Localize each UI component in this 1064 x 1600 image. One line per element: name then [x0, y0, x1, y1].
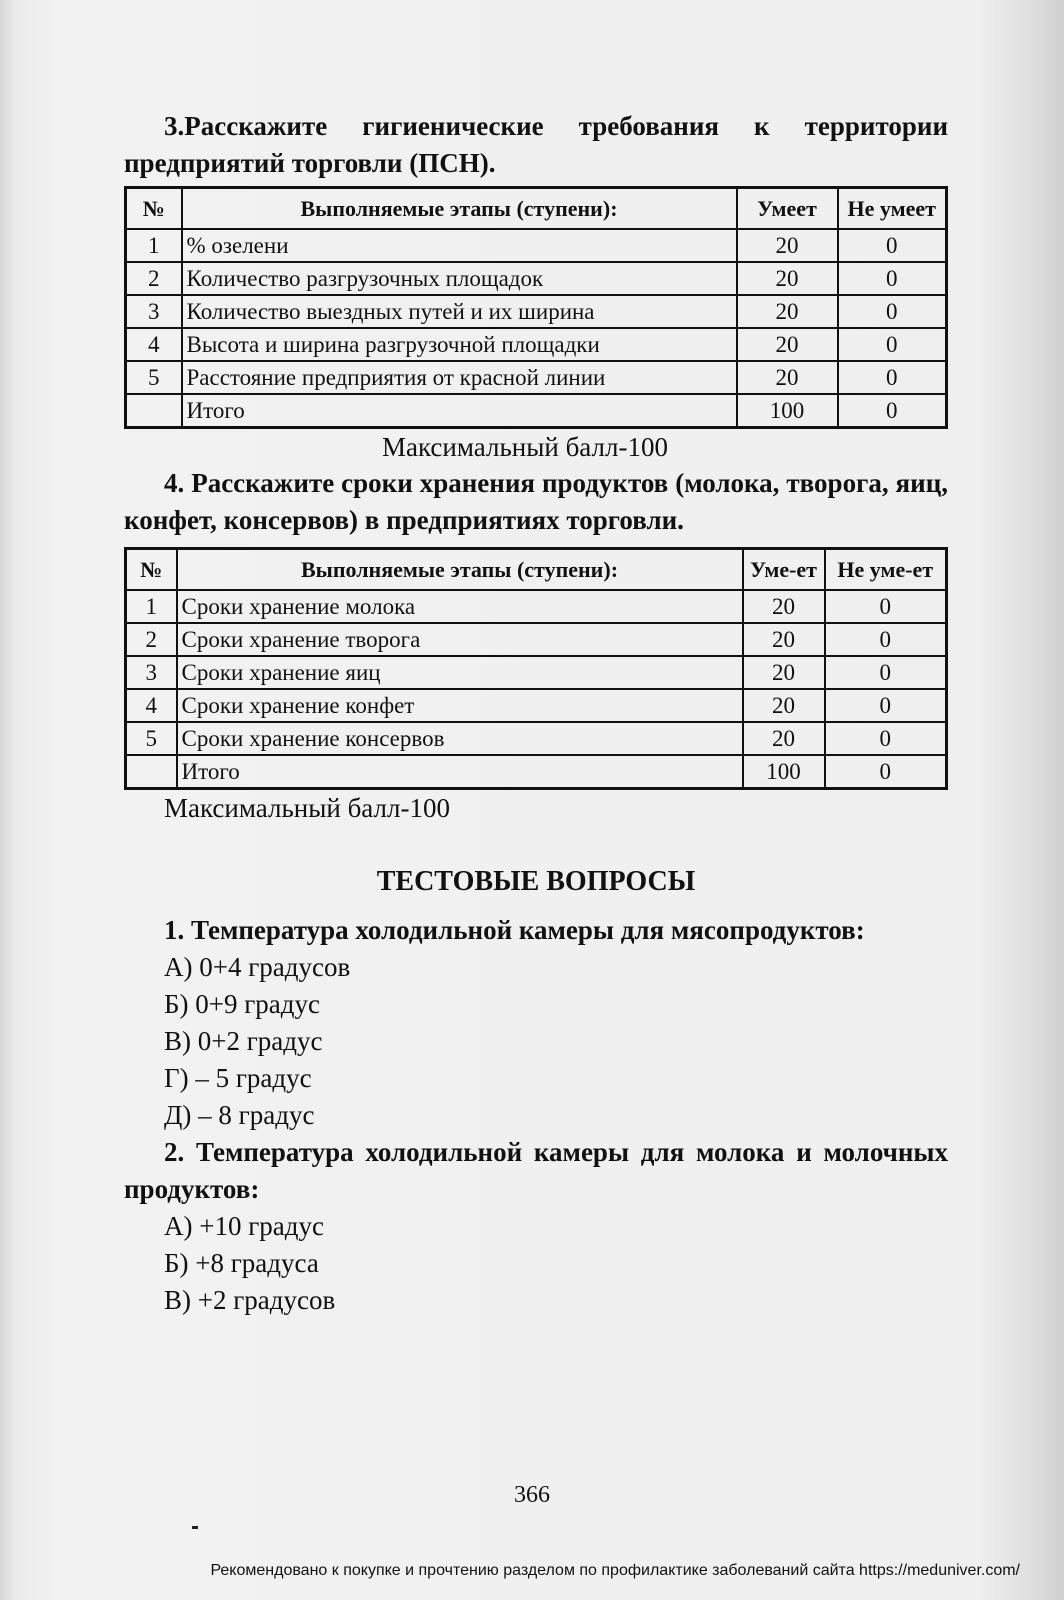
row-can: 20 [743, 623, 825, 656]
table-total-row [126, 755, 947, 789]
row-can: 100 [743, 755, 825, 789]
table-total-row [126, 394, 947, 428]
table-row [126, 722, 947, 755]
row-step: Сроки хранение молока [177, 590, 743, 623]
row-step: Количество разгрузочных площадок [182, 262, 737, 295]
row-can: 20 [737, 295, 838, 328]
row-can: 20 [737, 229, 838, 262]
row-can: 20 [737, 262, 838, 295]
row-can: 100 [737, 394, 838, 428]
table-row [126, 689, 947, 722]
row-number: 1 [126, 229, 182, 262]
row-can: 20 [743, 689, 825, 722]
row-step: Количество выездных путей и их ширина [182, 295, 737, 328]
row-can: 20 [743, 722, 825, 755]
answer-option: А) +10 градус [164, 1211, 324, 1241]
row-step: Сроки хранение творога [177, 623, 743, 656]
row-can: 20 [737, 361, 838, 394]
header-can: Умеет [737, 188, 838, 230]
table-row [126, 623, 947, 656]
row-cannot: 0 [838, 295, 947, 328]
answer-option: Б) 0+9 градус [164, 989, 321, 1019]
row-step: Высота и ширина разгрузочной площадки [182, 328, 737, 361]
header-cannot: Не умеет [838, 188, 947, 230]
ink-mark [192, 1526, 198, 1529]
row-cannot: 0 [825, 755, 947, 789]
q4-table [124, 547, 948, 790]
row-step: Итого [182, 394, 737, 428]
q3-max-score: Максимальный балл-100 [382, 432, 668, 462]
tests-section-title: ТЕСТОВЫЕ ВОПРОСЫ [376, 866, 696, 897]
row-step: % озелени [182, 229, 737, 262]
test-question-2: 2. Температура холодильной камеры для молока и молочных продуктов: [124, 1137, 948, 1204]
table-row [126, 229, 947, 262]
table-row [126, 590, 947, 623]
question-3-heading: 3.Расскажите гигиенические требования к территории предприятий торговли (ПСН). [124, 111, 948, 178]
row-step: Итого [177, 755, 743, 789]
row-number: 1 [126, 590, 177, 623]
row-cannot: 0 [825, 689, 947, 722]
row-cannot: 0 [838, 229, 947, 262]
row-cannot: 0 [825, 590, 947, 623]
row-number: 2 [126, 262, 182, 295]
test-question-1: 1. Температура холодильной камеры для мясопродуктов: [164, 915, 865, 945]
answer-option: Д) – 8 градус [164, 1100, 315, 1130]
table-row [126, 656, 947, 689]
question-4-heading: 4. Расскажите сроки хранения продуктов (молока, творога, яиц, конфет, консервов) в предприятиях торговли. [124, 468, 948, 535]
answer-option: Б) +8 градуса [164, 1248, 319, 1278]
row-cannot: 0 [825, 722, 947, 755]
row-number: 4 [126, 689, 177, 722]
header-number: № [126, 188, 182, 230]
answer-option: А) 0+4 градусов [164, 952, 351, 982]
row-number: 5 [126, 722, 177, 755]
header-steps: Выполняемые этапы (ступени): [177, 549, 743, 591]
row-cannot: 0 [838, 328, 947, 361]
row-step: Сроки хранение консервов [177, 722, 743, 755]
row-cannot: 0 [838, 262, 947, 295]
footer-note: Рекомендовано к покупке и прочтению разделом по профилактике заболеваний сайта https://meduniver.com/ [210, 1562, 1020, 1579]
row-number [126, 394, 182, 428]
row-can: 20 [743, 656, 825, 689]
header-number: № [126, 549, 177, 591]
q4-max-score: Максимальный балл-100 [164, 793, 450, 823]
row-number: 2 [126, 623, 177, 656]
row-can: 20 [743, 590, 825, 623]
row-cannot: 0 [825, 656, 947, 689]
row-cannot: 0 [825, 623, 947, 656]
table-header-row [126, 549, 947, 591]
table-row [126, 262, 947, 295]
page-content [124, 108, 948, 1319]
row-step: Расстояние предприятия от красной линии [182, 361, 737, 394]
row-number: 4 [126, 328, 182, 361]
answer-option: В) +2 градусов [164, 1285, 336, 1315]
row-step: Сроки хранение яиц [177, 656, 743, 689]
header-can: Уме-ет [743, 549, 825, 591]
answer-option: Г) – 5 градус [164, 1063, 312, 1093]
row-number [126, 755, 177, 789]
header-steps: Выполняемые этапы (ступени): [182, 188, 737, 230]
header-cannot: Не уме-ет [825, 549, 947, 591]
row-cannot: 0 [838, 361, 947, 394]
answer-option: В) 0+2 градус [164, 1026, 323, 1056]
table-row [126, 361, 947, 394]
row-number: 5 [126, 361, 182, 394]
row-step: Сроки хранение конфет [177, 689, 743, 722]
row-number: 3 [126, 295, 182, 328]
row-number: 3 [126, 656, 177, 689]
row-can: 20 [737, 328, 838, 361]
table-row [126, 328, 947, 361]
table-header-row [126, 188, 947, 230]
row-cannot: 0 [838, 394, 947, 428]
q3-table [124, 186, 948, 429]
table-row [126, 295, 947, 328]
page-number: 366 [514, 1482, 550, 1508]
